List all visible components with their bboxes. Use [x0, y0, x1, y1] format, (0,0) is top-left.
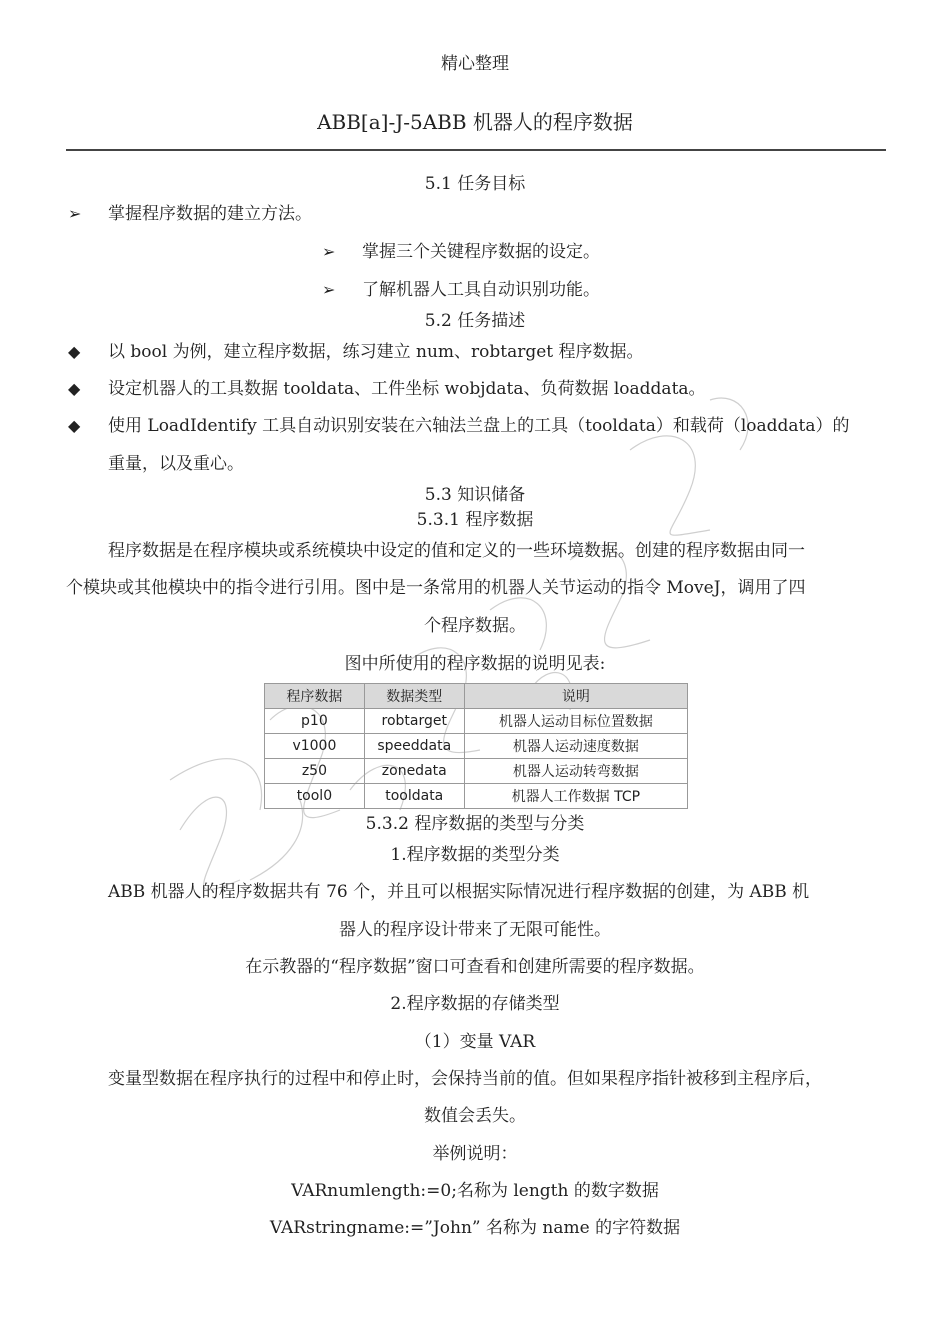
arrow-bullet-icon: ➢ — [322, 280, 336, 299]
var-heading: （1）变量 VAR — [414, 1032, 536, 1052]
body-paragraph-line: 个程序数据。 — [424, 616, 526, 636]
table-header-row — [265, 684, 688, 709]
program-data-table — [264, 683, 688, 809]
table-cell: 机器人运动速度数据 — [464, 734, 687, 759]
table-header-cell: 数据类型 — [364, 684, 464, 709]
diamond-bullet-icon: ◆ — [68, 379, 81, 398]
section-5-2-heading: 5.2 任务描述 — [424, 311, 526, 331]
table-row — [265, 784, 688, 809]
table-cell: 机器人运动目标位置数据 — [464, 709, 687, 734]
body-paragraph-line: 变量型数据在程序执行的过程中和停止时，会保持当前的值。但如果程序指针被移到主程序后， — [108, 1069, 822, 1089]
point-heading: 2.程序数据的存储类型 — [390, 994, 560, 1014]
section-5-3-1-heading: 5.3.1 程序数据 — [416, 510, 534, 530]
page-top-label: 精心整理 — [441, 54, 509, 74]
body-paragraph-line: 数值会丢失。 — [424, 1106, 526, 1126]
table-header-cell: 说明 — [464, 684, 687, 709]
task-item: 以 bool 为例，建立程序数据，练习建立 num、robtarget 程序数据。 — [108, 342, 644, 362]
diamond-bullet-icon: ◆ — [68, 342, 81, 361]
goal-item: 掌握三个关键程序数据的设定。 — [362, 242, 600, 262]
arrow-bullet-icon: ➢ — [68, 204, 82, 223]
goal-item: 了解机器人工具自动识别功能。 — [362, 280, 600, 300]
code-example: VARnumlength:=0;名称为 length 的数字数据 — [291, 1181, 659, 1201]
document-title: ABB[a]-J-5ABB 机器人的程序数据 — [317, 110, 633, 134]
table-cell: z50 — [265, 759, 365, 784]
table-caption: 图中所使用的程序数据的说明见表: — [344, 654, 606, 674]
table-cell: 机器人运动转弯数据 — [464, 759, 687, 784]
example-label: 举例说明： — [432, 1144, 518, 1164]
table-cell: tooldata — [364, 784, 464, 809]
table-row — [265, 709, 688, 734]
arrow-bullet-icon: ➢ — [322, 242, 336, 261]
body-paragraph-line: ABB 机器人的程序数据共有 76 个，并且可以根据实际情况进行程序数据的创建，为 ABB 机 — [108, 882, 810, 902]
table-cell: zonedata — [364, 759, 464, 784]
goal-item: 掌握程序数据的建立方法。 — [108, 204, 312, 224]
body-paragraph-line: 程序数据是在程序模块或系统模块中设定的值和定义的一些环境数据。创建的程序数据由同一 — [108, 541, 805, 561]
table-cell: robtarget — [364, 709, 464, 734]
body-paragraph-line: 器人的程序设计带来了无限可能性。 — [339, 920, 611, 940]
task-item-continuation: 重量，以及重心。 — [108, 454, 244, 474]
title-divider — [66, 149, 886, 151]
table-row — [265, 759, 688, 784]
section-5-3-2-heading: 5.3.2 程序数据的类型与分类 — [365, 814, 585, 834]
watermark-strokes — [150, 360, 790, 920]
code-example: VARstringname:=”John” 名称为 name 的字符数据 — [269, 1218, 681, 1238]
table-cell: speeddata — [364, 734, 464, 759]
task-item: 使用 LoadIdentify 工具自动识别安装在六轴法兰盘上的工具（tooldata）和载荷（loaddata）的 — [108, 416, 850, 436]
diamond-bullet-icon: ◆ — [68, 416, 81, 435]
body-paragraph-line: 在示教器的“程序数据”窗口可查看和创建所需要的程序数据。 — [245, 957, 705, 977]
table-cell: p10 — [265, 709, 365, 734]
section-5-1-heading: 5.1 任务目标 — [424, 174, 526, 194]
body-paragraph-line: 个模块或其他模块中的指令进行引用。图中是一条常用的机器人关节运动的指令 MoveJ，调用了四 — [66, 578, 806, 598]
table-cell: tool0 — [265, 784, 365, 809]
table-row — [265, 734, 688, 759]
table-header-cell: 程序数据 — [265, 684, 365, 709]
point-heading: 1.程序数据的类型分类 — [390, 845, 560, 865]
task-item: 设定机器人的工具数据 tooldata、工件坐标 wobjdata、负荷数据 loaddata。 — [108, 379, 706, 399]
table-cell: 机器人工作数据 TCP — [464, 784, 687, 809]
section-5-3-heading: 5.3 知识储备 — [424, 485, 526, 505]
table-cell: v1000 — [265, 734, 365, 759]
